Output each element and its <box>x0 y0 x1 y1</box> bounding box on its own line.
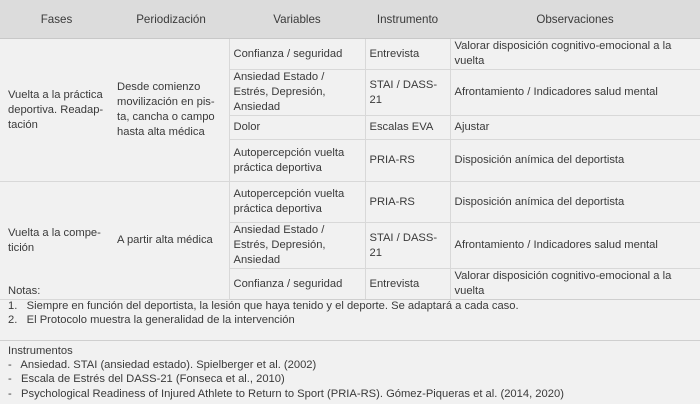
instrumento-cell: PRIA-RS <box>365 140 450 182</box>
instrument-item: - Ansiedad. STAI (ansiedad estado). Spielberger et al. (2002) <box>8 359 317 372</box>
periodizacion-cell: A partir alta médica <box>113 182 229 300</box>
variable-cell: Autopercepción vuelta práctica deportiva <box>229 182 365 223</box>
instrumento-cell: Entrevista <box>365 39 450 70</box>
instrument-item: - Escala de Estrés del DASS-21 (Fonseca et al., 2010) <box>8 373 285 386</box>
notes-title: Notas: <box>8 285 41 297</box>
header-periodizacion: Periodización <box>113 0 229 39</box>
instrument-item: - Psychological Readiness of Injured Athlete to Return to Sport (PRIA-RS). Gómez-Piqueras et al. (2014, 2020) <box>8 387 564 400</box>
header-observaciones: Observaciones <box>450 0 700 39</box>
variable-cell: Ansiedad Estado / Estrés, Depresión, Ansiedad <box>229 70 365 116</box>
table-row <box>0 39 700 70</box>
table-header-row <box>0 0 700 39</box>
note-item: 1. Siempre en función del deportista, la lesión que haya tenido y el deporte. Se adaptará a cada caso. <box>8 300 519 313</box>
header-variables: Variables <box>229 0 365 39</box>
instrumento-cell: STAI / DASS-21 <box>365 223 450 269</box>
note-item: 2. El Protocolo muestra la generalidad de la intervención <box>8 314 295 327</box>
section-divider <box>0 340 700 341</box>
observacion-cell: Valorar disposición cognitivo-emocional a la vuelta <box>450 39 700 70</box>
table-row <box>0 182 700 223</box>
fase-cell: Vuelta a la compe-tición <box>0 182 113 300</box>
variable-cell: Autopercepción vuelta práctica deportiva <box>229 140 365 182</box>
observacion-cell: Disposición anímica del deportista <box>450 140 700 182</box>
instruments-section <box>0 344 700 401</box>
periodizacion-cell: Desde comienzo movilización en pis-ta, cancha o campo hasta alta médica <box>113 39 229 182</box>
observacion-cell: Valorar disposición cognitivo-emocional a la vuelta <box>450 269 700 300</box>
fase-cell: Vuelta a la práctica deportiva. Readap-tación <box>0 39 113 182</box>
observacion-cell: Afrontamiento / Indicadores salud mental <box>450 223 700 269</box>
header-fases: Fases <box>0 0 113 39</box>
observacion-cell: Afrontamiento / Indicadores salud mental <box>450 70 700 116</box>
instrumento-cell: PRIA-RS <box>365 182 450 223</box>
variable-cell: Confianza / seguridad <box>229 269 365 300</box>
variable-cell: Dolor <box>229 116 365 140</box>
instrumento-cell: Entrevista <box>365 269 450 300</box>
notes-section <box>0 284 700 328</box>
instruments-title: Instrumentos <box>8 345 73 357</box>
variable-cell: Ansiedad Estado / Estrés, Depresión, Ansiedad <box>229 223 365 269</box>
header-instrumento: Instrumento <box>365 0 450 39</box>
instrumento-cell: STAI / DASS-21 <box>365 70 450 116</box>
observacion-cell: Ajustar <box>450 116 700 140</box>
instrumento-cell: Escalas EVA <box>365 116 450 140</box>
variable-cell: Confianza / seguridad <box>229 39 365 70</box>
observacion-cell: Disposición anímica del deportista <box>450 182 700 223</box>
